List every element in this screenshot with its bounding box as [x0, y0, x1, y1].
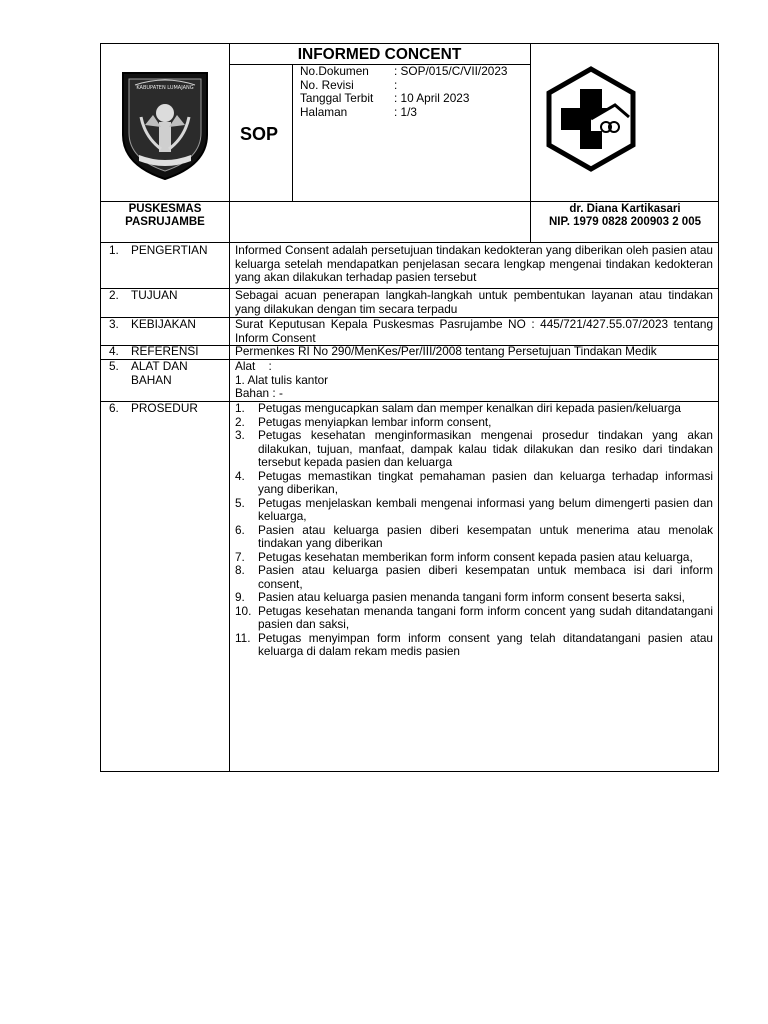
section-text: Surat Keputusan Kepala Puskesmas Pasrujambe NO : 445/721/427.55.07/2023 tentang Inform Consent	[235, 317, 713, 345]
meta-value: : 1/3	[394, 104, 417, 119]
document-title: INFORMED CONCENT	[297, 46, 462, 63]
step-number: 7.	[235, 549, 245, 564]
procedure-step	[235, 429, 713, 470]
meta-value: : 10 April 2023	[394, 91, 470, 105]
kabupaten-lumajang-emblem-icon	[115, 65, 215, 183]
section-number: 5.	[109, 359, 119, 373]
section-row-alat-bahan	[101, 359, 718, 401]
alat-item: 1. Alat tulis kantor	[235, 372, 329, 387]
meta-value: :	[394, 77, 398, 92]
document-header	[100, 43, 719, 243]
step-number: 8.	[235, 563, 245, 577]
signer-nip: NIP. 1979 0828 200903 2 005	[549, 216, 701, 228]
section-label	[101, 345, 229, 359]
section-title: KEBIJAKAN	[131, 317, 196, 331]
procedure-step	[235, 402, 713, 416]
step-number: 1.	[235, 401, 245, 415]
step-number: 3.	[235, 428, 245, 442]
step-number: 6.	[235, 522, 245, 537]
section-title: ALAT DAN BAHAN	[131, 359, 188, 387]
section-row-kebijakan	[101, 317, 718, 345]
step-text: Petugas memastikan tingkat pemahaman pasien dan keluarga terhadap informasi yang diberikan,	[258, 468, 713, 496]
section-text: Informed Consent adalah persetujuan tindakan kedokteran yang diberikan oleh pasien atau keluarga setelah mendapatkan penjelasan secara lengkap mengenai tindakan kedokteran yang akan dilakukan terhadap pasien tersebut	[235, 243, 713, 284]
meta-row	[300, 92, 530, 106]
organization-name	[101, 203, 229, 229]
procedure-step	[235, 524, 713, 551]
org-line: PASRUJAMBE	[125, 216, 205, 228]
sop-label: SOP	[240, 124, 279, 144]
puskesmas-cross-icon	[541, 65, 641, 175]
section-title: PROSEDUR	[131, 401, 198, 415]
procedure-step	[235, 551, 713, 565]
procedure-list	[235, 402, 713, 659]
step-text: Petugas kesehatan menginformasikan mengenai prosedur tindakan yang akan dilakukan, tujuan, manfaat, dampak kalau tidak dilakukan dan resiko dari tindakan tersebut kepada pasien dan keluarga	[258, 428, 713, 469]
bahan-line: Bahan : -	[235, 386, 283, 400]
step-number: 9.	[235, 590, 245, 604]
procedure-step	[235, 497, 713, 524]
meta-key: Halaman	[300, 104, 348, 119]
divider	[101, 201, 718, 202]
procedure-steps	[235, 402, 713, 659]
step-text: Petugas menyimpan form inform consent yang telah ditandatangani pasien atau keluarga di dalam rekam medis pasien	[258, 630, 713, 658]
meta-value: : SOP/015/C/VII/2023	[394, 64, 508, 78]
section-label	[101, 401, 229, 771]
section-text: Permenkes RI No 290/MenKes/Per/III/2008 tentang Persetujuan Tindakan Medik	[235, 344, 657, 358]
procedure-step	[235, 605, 713, 632]
step-text: Pasien atau keluarga pasien diberi kesempatan untuk menerima atau menolak tindakan yang diberikan	[258, 522, 713, 550]
section-number: 3.	[109, 317, 119, 331]
step-text: Pasien atau keluarga pasien diberi kesempatan untuk membaca isi dari inform consent,	[258, 563, 713, 591]
step-text: Petugas kesehatan memberikan form inform consent kepada pasien atau keluarga,	[258, 549, 693, 564]
section-row-prosedur	[101, 401, 718, 771]
section-number: 4.	[109, 344, 119, 358]
meta-key: No. Revisi	[300, 77, 354, 92]
step-text: Petugas mengucapkan salam dan memper kenalkan diri kepada pasien/keluarga	[258, 401, 681, 415]
section-label	[101, 317, 229, 345]
step-number: 2.	[235, 414, 245, 429]
section-label	[101, 359, 229, 401]
signer-name: dr. Diana Kartikasari	[569, 203, 681, 215]
meta-row	[300, 65, 530, 79]
section-row-referensi	[101, 345, 718, 359]
step-text: Petugas menyiapkan lembar inform consent,	[258, 414, 492, 429]
step-number: 10.	[235, 603, 252, 618]
section-label	[101, 288, 229, 317]
procedure-step	[235, 470, 713, 497]
sop-body-table	[100, 243, 719, 772]
emblem-text: KABUPATEN LUMAJANG	[136, 85, 194, 91]
section-number: 2.	[109, 288, 119, 302]
procedure-step	[235, 416, 713, 430]
procedure-step	[235, 591, 713, 605]
step-number: 4.	[235, 468, 245, 483]
section-label	[101, 243, 229, 288]
step-text: Petugas kesehatan menanda tangani form inform concent yang sudah ditandatangani pasien dan saksi,	[258, 603, 713, 631]
section-text: Sebagai acuan penerapan langkah-langkah untuk pembentukan layanan atau tindakan yang dilakukan dengan tim secara terpadu	[235, 288, 713, 316]
section-text	[235, 360, 713, 401]
document-meta	[300, 65, 530, 119]
procedure-step	[235, 564, 713, 591]
divider	[292, 65, 293, 201]
section-number: 6.	[109, 401, 119, 415]
section-row-pengertian	[101, 243, 718, 288]
org-line: PUSKESMAS	[128, 203, 202, 215]
section-title: TUJUAN	[131, 288, 178, 302]
section-row-tujuan	[101, 288, 718, 317]
section-title: PENGERTIAN	[131, 243, 208, 257]
section-title: REFERENSI	[131, 344, 199, 358]
signer-block	[530, 203, 720, 229]
meta-key: No.Dokumen	[300, 64, 369, 78]
step-number: 5.	[235, 495, 245, 510]
meta-row	[300, 106, 530, 120]
divider	[229, 44, 230, 242]
step-number: 11.	[235, 630, 251, 645]
meta-key: Tanggal Terbit	[300, 91, 374, 105]
step-text: Pasien atau keluarga pasien menanda tangani form inform consent beserta saksi,	[258, 590, 685, 604]
procedure-step	[235, 632, 713, 659]
step-text: Petugas menjelaskan kembali mengenai informasi yang belum dimengerti pasien dan keluarga,	[258, 495, 713, 523]
section-number: 1.	[109, 243, 119, 257]
alat-line: Alat :	[235, 359, 272, 373]
meta-row	[300, 79, 530, 93]
